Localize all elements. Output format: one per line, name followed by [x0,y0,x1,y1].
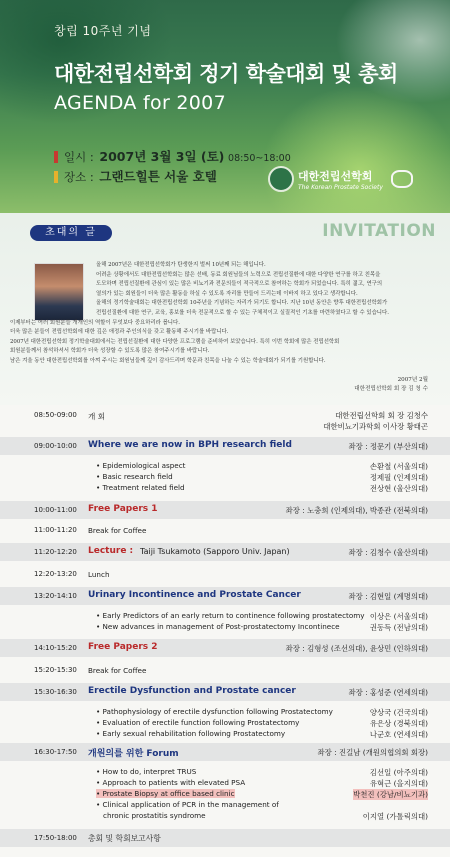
speaker: 대한전립선학회 회 장 김청수 [335,411,428,420]
schedule-row [0,565,450,583]
talk-item: • Treatment related field [96,483,185,492]
session-items [0,607,450,637]
invitation-line: 더욱 많은 분들이 전립선학회에 대한 깊은 애정과 주인의식을 갖고 활동해 주시기를 바랍니다. [10,329,229,336]
schedule [0,405,450,857]
session-chair: 좌장 : 홍성준 (연세의대) [348,688,428,697]
schedule-row [0,437,450,455]
schedule-row [0,501,450,519]
invitation-text [10,261,440,367]
session-title: 개 회 [88,412,106,421]
schedule-row [0,639,450,657]
invitation-signature [354,376,428,394]
session-time: 17:50-18:00 [34,834,77,842]
invitation-line: 전립선질환에 대한 연구, 교육, 홍보를 더욱 전문적으로 할 수 있는 구체적이고 실질적인 기초를 마련하였다고 할 수 있습니다. [96,309,389,316]
schedule-row [0,743,450,761]
schedule-row [0,829,450,847]
lecture-prefix: Lecture : [88,546,134,556]
anniversary-badge-icon [391,170,413,188]
signature-name: 대한전립선학회 회 장 김 청 수 [354,386,428,392]
schedule-row [0,521,450,539]
invitation-line: 도모하며 전립선질환에 관심이 있는 많은 비뇨기과 전문의들이 적극적으로 참여하는 학회가 되었습니다. 특히 젊고, 연구의 [96,281,383,288]
speaker: 김선일 (아주의대) [369,768,428,777]
session-items [0,703,450,743]
invitation-line: 올해 2007년은 대한전립선학회가 탄생한지 벌써 10년째 되는 해입니다. [96,262,266,268]
session-time: 11:20-12:20 [34,548,77,556]
session-time: 13:20-14:10 [34,592,77,600]
speaker: 정제필 (인제의대) [369,473,428,482]
speaker-highlighted: 박천진 (강남/비뇨기과) [353,790,428,799]
session-time: 10:00-11:00 [34,506,77,514]
session-items [0,763,450,829]
session-chair: 좌장 : 노충희 (인제의대), 박종관 (전북의대) [285,506,428,515]
session-title: Break for Coffee [88,666,147,675]
venue-value: 그랜드힐튼 서울 호텔 [99,169,217,184]
session-title: 총회 및 학회보고사항 [88,834,161,843]
society-name-en: The Korean Prostate Society [298,183,383,191]
invitation-line: 2007년 대한전립선학회 정기학술대회에서는 전립선질환에 대한 다양한 프로그램을 준비하여 보았습니다. 특히 이번 학회에 많은 전립선학회 [10,338,340,345]
talk-item-continued: chronic prostatitis syndrome [103,811,206,820]
venue-marker-icon [54,171,58,183]
schedule-row [0,405,450,435]
time-value: 08:50~18:00 [228,153,291,164]
date-line [54,147,291,165]
speaker: 대한비뇨기과학회 이사장 황태곤 [323,422,428,431]
date-value: 2007년 3월 3일 (토) [99,149,225,164]
invitation-section [0,213,450,405]
invitation-line: 열의가 있는 회원들이 더욱 많은 활동을 하실 수 있도록 자리를 만들어 드리는데 이바지 하고 있다고 생각합니다. [96,290,358,297]
session-title: 개원의를 위한 Forum [88,749,179,759]
talk-item: • How to do, interpret TRUS [96,767,197,776]
session-title: Free Papers 2 [88,642,158,652]
invitation-line: 어려운 상황에서도 대한전립선학회는 많은 선배, 동료 회원님들의 노력으로 전립선질환에 대한 다양한 연구를 하고 친목을 [96,271,381,278]
venue-line [54,167,217,185]
talk-item-highlighted: • Prostate Biopsy at office based clinic [96,789,235,798]
talk-item: • New advances in management of Post-prostatectomy Incontinece [96,622,340,631]
invitation-line: 남은 겨울 동안 대한전립선학회를 아껴 주시는 회원님들께 깊이 감사드리며 학문과 친목을 나눌 수 있는 학술대회가 되기를 기원합니다. [10,357,326,364]
session-time: 08:50-09:00 [34,411,77,419]
schedule-row [0,683,450,701]
invitation-line: 회원분들께서 참석하셔서 학회가 더욱 성장할 수 있도록 많은 참여주시기를 바랍니다. [10,348,210,355]
session-title: Urinary Incontinence and Prostate Cancer [88,590,301,600]
talk-item: • Evaluation of erectile function following Prostatectomy [96,718,300,727]
talk-item: • Epidemiological aspect [96,461,186,470]
session-chair: 좌장 : 정문기 (부산의대) [348,442,428,451]
session-time: 16:30-17:50 [34,748,77,756]
date-label: 일시 : [64,150,94,164]
speaker: 유혁근 (을지의대) [369,779,428,788]
talk-item: • Approach to patients with elevated PSA [96,778,246,787]
speaker: 이상은 (서울의대) [369,612,428,621]
session-title: Erectile Dysfunction and Prostate cancer [88,686,296,696]
anniversary-label: 창립 10주년 기념 [54,24,152,38]
title-korean: 대한전립선학회 정기 학술대회 및 총회 [54,62,398,86]
invitation-pill: 초대의 글 [30,225,112,241]
session-time: 15:30-16:30 [34,688,77,696]
speaker: 이지열 (가톨릭의대) [362,812,428,821]
talk-item: • Early sexual rehabilitation following Prostatectomy [96,729,286,738]
talk-item: • Early Predictors of an early return to continence following prostatectomy [96,611,365,620]
speaker: 전상현 (울산의대) [369,484,428,493]
session-chair: 좌장 : 김현일 (계명의대) [348,592,428,601]
speaker: 권동득 (전남의대) [369,623,428,632]
talk-item: • Basic research field [96,472,173,481]
venue-label: 장소 : [64,170,94,184]
invitation-word: INVITATION [322,221,436,241]
session-time: 14:10-15:20 [34,644,77,652]
session-time: 09:00-10:00 [34,442,77,450]
session-title: Lunch [88,570,110,579]
session-title: Free Papers 1 [88,504,158,514]
session-title: Taiji Tsukamoto (Sapporo Univ. Japan) [140,547,290,556]
session-time: 11:00-11:20 [34,526,77,534]
society-name-ko: 대한전립선학회 [298,169,373,183]
talk-item: • Clinical application of PCR in the management of [96,800,279,809]
speaker: 유은상 (경북의대) [369,719,428,728]
title-english: AGENDA for 2007 [54,92,226,114]
schedule-row [0,543,450,561]
session-items [0,457,450,497]
session-chair: 좌장 : 김형성 (조선의대), 윤상민 (인하의대) [285,644,428,653]
session-title: Where we are now in BPH research field [88,440,292,450]
society-logo [268,166,413,192]
session-time: 12:20-13:20 [34,570,77,578]
schedule-row [0,587,450,605]
date-marker-icon [54,151,58,163]
talk-item: • Pathophysiology of erectile dysfunction following Prostatectomy [96,707,333,716]
signature-date: 2007년 2월 [397,377,428,383]
header-banner [0,0,450,213]
schedule-row [0,661,450,679]
invitation-line: 올해의 정기학술대회는 대한전립선학회 10주년을 기념하는 자리가 되기도 합니다. 지난 10년 동안은 향후 대한전립선학회가 [96,300,388,307]
speaker: 양상국 (건국의대) [369,708,428,717]
society-seal-icon [268,166,294,192]
session-time: 15:20-15:30 [34,666,77,674]
speaker: 나군호 (연세의대) [369,730,428,739]
invitation-line: 이제부터는 여러 회원분들 개개인의 역할이 무엇보다 중요하리라 봅니다. [10,319,180,326]
session-title: Break for Coffee [88,526,147,535]
session-chair: 좌장 : 김청수 (울산의대) [348,548,428,557]
session-chair: 좌장 : 진길남 (개원의협의회 회장) [317,748,428,757]
speaker: 손환철 (서울의대) [369,462,428,471]
